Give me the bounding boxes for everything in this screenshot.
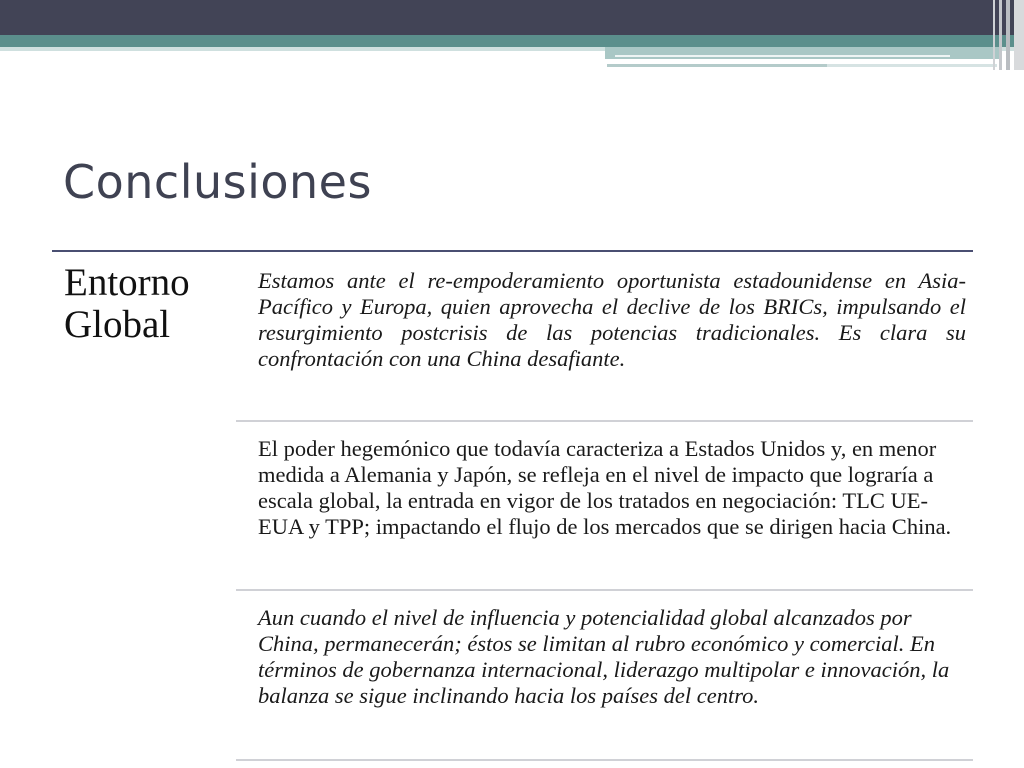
header-tab-line — [615, 55, 950, 57]
header-pillar — [1014, 0, 1024, 70]
header-pillar — [999, 0, 1002, 70]
conclusion-paragraph-3: Aun cuando el nivel de influencia y potencialidad global alcanzados por China, permanecerán; éstos se limitan al rubro económico y comercial. En términos de gobernanza internacional, liderazgo multipolar e innovación, la balanza se sigue inclinando hacia los países del centro. — [258, 605, 950, 708]
table-top-rule — [52, 250, 973, 252]
header-tab-line — [607, 64, 827, 67]
header-tab-block — [605, 47, 999, 59]
header-pillar — [1006, 0, 1010, 70]
row-divider — [236, 589, 973, 591]
row-divider — [236, 420, 973, 422]
header-tab-line — [827, 64, 997, 67]
row-divider — [236, 759, 973, 761]
slide-title: Conclusiones — [63, 155, 372, 209]
header-pillar — [993, 0, 995, 70]
conclusion-paragraph-2: El poder hegemónico que todavía caracteriza a Estados Unidos y, en menor medida a Alemania y Japón, se refleja en el nivel de impacto que lograría a escala global, la entrada en vigor de los tratados en negociación: TLC UE-EUA y TPP; impactando el flujo de los mercados que se dirigen hacia China. — [258, 436, 952, 539]
header-band-teal — [0, 35, 1024, 47]
header-band-dark — [0, 0, 1024, 35]
section-label: Entorno Global — [64, 261, 190, 346]
conclusion-paragraph-1: Estamos ante el re-empoderamiento oportunista estadounidense en Asia-Pacífico y Europa, quien aprovecha el declive de los BRICs, impulsando el resurgimiento postcrisis de las potencias tradicionales. Es clara su confrontación con una China desafiante. — [258, 268, 966, 371]
